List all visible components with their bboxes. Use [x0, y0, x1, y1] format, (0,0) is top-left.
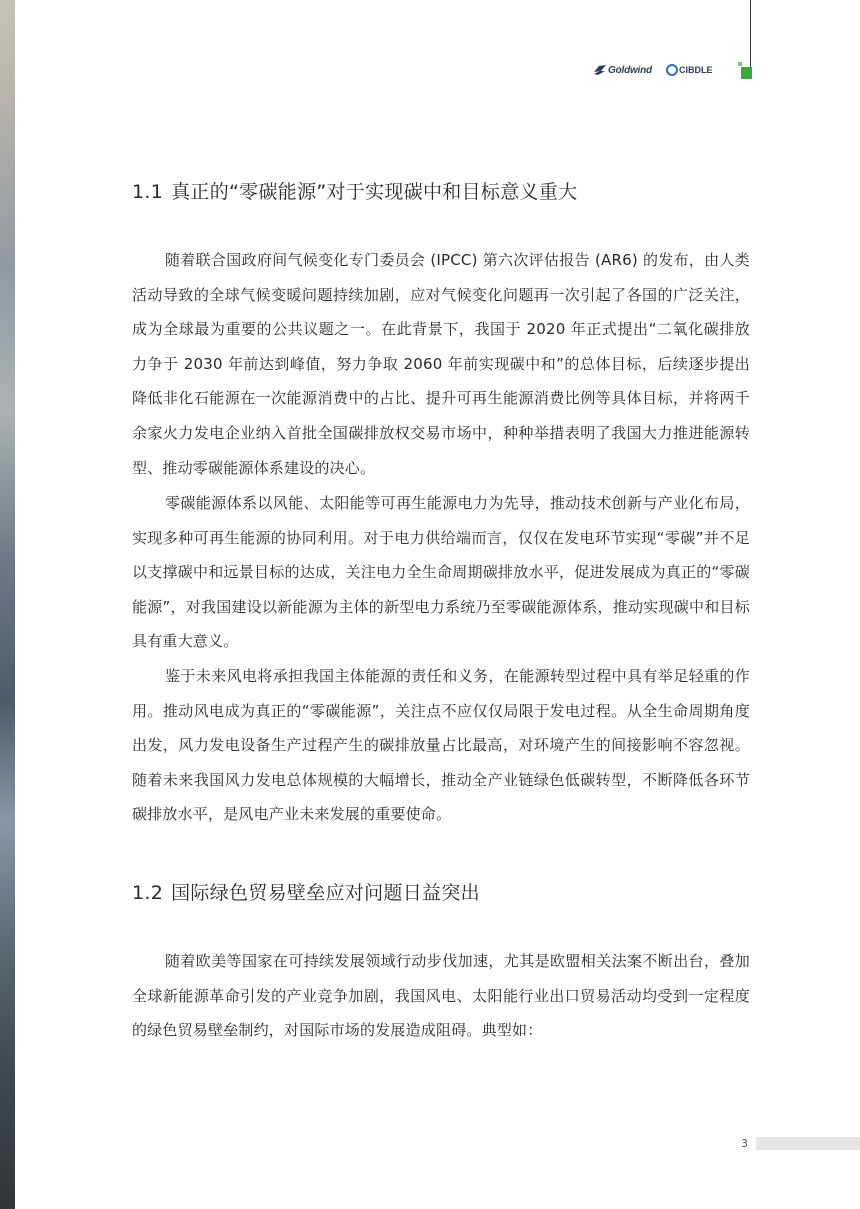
paragraph: 随着联合国政府间气候变化专门委员会 (IPCC) 第六次评估报告 (AR6) 的发布，由人类活动导致的全球气候变暖问题持续加剧，应对气候变化问题再一次引起了各国的广泛关注，成为全球最为重要的公共议题之一。在此背景下，我国于 2020 年正式提出“二氧化碳排放力争于 2030 年前达到峰值，努力争取 2060 年前实现碳中和”的总体目标，后续逐步提出降低非化石能源在一次能源消费中的占比、提升可再生能源消费比例等具体目标，并将两千余家火力发电企业纳入首批全国碳排放权交易市场中，种种举措表明了我国大力推进能源转型、推动零碳能源体系建设的决心。 [132, 251, 750, 477]
goldwind-mark-icon [594, 65, 606, 75]
section-heading-1 [132, 177, 577, 204]
section-number: 1.2 [132, 882, 164, 904]
header-logos [594, 60, 712, 80]
side-photo-strip [0, 0, 15, 1209]
partner-logo-text: CIBDLE [678, 65, 713, 75]
green-square-small [738, 62, 742, 66]
goldwind-logo-text: Goldwind [608, 64, 652, 76]
section-title: 国际绿色贸易壁垒应对问题日益突出 [171, 882, 480, 904]
goldwind-logo [594, 65, 652, 76]
partner-circle-icon [666, 64, 678, 76]
section-heading-2 [132, 878, 480, 905]
paragraph: 零碳能源体系以风能、太阳能等可再生能源电力为先导，推动技术创新与产业化布局，实现多种可再生能源的协同利用。对于电力供给端而言，仅仅在发电环节实现“零碳”并不足以支撑碳中和远景目标的达成，关注电力全生命周期碳排放水平，促进发展成为真正的“零碳能源”，对我国建设以新能源为主体的新型电力系统乃至零碳能源体系，推动实现碳中和目标具有重大意义。 [132, 494, 750, 651]
page-number-bar [756, 1137, 860, 1150]
partner-logo [666, 64, 713, 76]
page-number: 3 [741, 1137, 748, 1150]
green-square-large [741, 67, 752, 79]
paragraph: 随着欧美等国家在可持续发展领域行动步伐加速，尤其是欧盟相关法案不断出台，叠加全球新能源革命引发的产业竞争加剧，我国风电、太阳能行业出口贸易活动均受到一定程度的绿色贸易壁垒制约，对国际市场的发展造成阻碍。典型如： [132, 952, 750, 1040]
section-number: 1.1 [132, 181, 164, 203]
brand-green-square-icon [738, 62, 752, 79]
paragraph: 鉴于未来风电将承担我国主体能源的责任和义务，在能源转型过程中具有举足轻重的作用。推动风电成为真正的“零碳能源”，关注点不应仅仅局限于发电过程。从全生命周期角度出发，风力发电设备生产过程产生的碳排放量占比最高，对环境产生的间接影响不容忽视。随着未来我国风力发电总体规模的大幅增长，推动全产业链绿色低碳转型，不断降低各环节碳排放水平，是风电产业未来发展的重要使命。 [132, 667, 750, 824]
section-title: 真正的“零碳能源”对于实现碳中和目标意义重大 [171, 181, 578, 203]
